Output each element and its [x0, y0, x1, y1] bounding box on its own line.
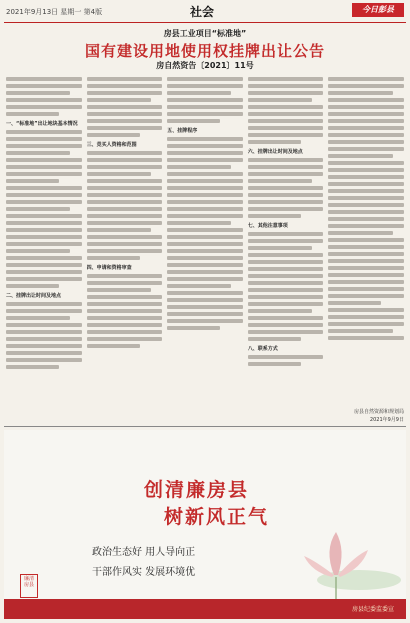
ad-footer-band [4, 599, 406, 619]
ad-divider [4, 426, 406, 427]
section-title: 社会 [190, 5, 215, 19]
seal-stamp: 廉清 房县 [20, 574, 38, 598]
issuer-block [354, 408, 404, 424]
body-column-5 [328, 74, 404, 424]
issuer-name: 房县自然资源和规划局 [353, 409, 404, 415]
lotus-illustration [264, 520, 404, 600]
body-column-3 [167, 74, 243, 424]
section-heading: 八、联系方式 [247, 346, 278, 352]
section-heading: 五、挂牌程序 [167, 128, 198, 134]
ad-slogan-line-2: 干部作风实 发展环境优 [92, 567, 196, 578]
ad-footer-text: 房县纪委监委宣 [351, 606, 394, 613]
header-divider [4, 22, 406, 23]
section-heading: 一、“标准地”出让地块基本情况 [6, 121, 78, 127]
newspaper-logo: 今日彭县 [352, 3, 404, 17]
article-subhead: 房县工业项目“标准地” [163, 29, 247, 38]
section-heading: 三、竞买人资格和范围 [86, 142, 137, 148]
section-heading: 二、挂牌出让时间及地点 [6, 293, 62, 299]
section-heading: 七、其他注意事项 [247, 223, 288, 229]
issuer-date: 2021年9月9日 [369, 417, 404, 423]
ad-title-line-1: 创清廉房县 [144, 479, 250, 501]
public-service-ad [4, 430, 406, 619]
document-number: 房自然资告〔2021〕11号 [156, 61, 254, 70]
page-header [0, 0, 410, 22]
issue-date-line: 2021年9月13日 星期一 第4版 [6, 8, 103, 16]
section-heading: 四、申请和资格审查 [86, 265, 132, 271]
ad-title-line-2: 树新风正气 [164, 506, 270, 528]
article-headline: 国有建设用地使用权挂牌出让公告 [84, 42, 325, 60]
body-column-4 [248, 74, 324, 424]
section-heading: 六、挂牌出让时间及地点 [247, 149, 303, 155]
body-column-1 [6, 74, 82, 424]
body-column-2 [87, 74, 163, 424]
ad-slogan-line-1: 政治生态好 用人导向正 [92, 547, 196, 558]
article-body [6, 74, 404, 424]
